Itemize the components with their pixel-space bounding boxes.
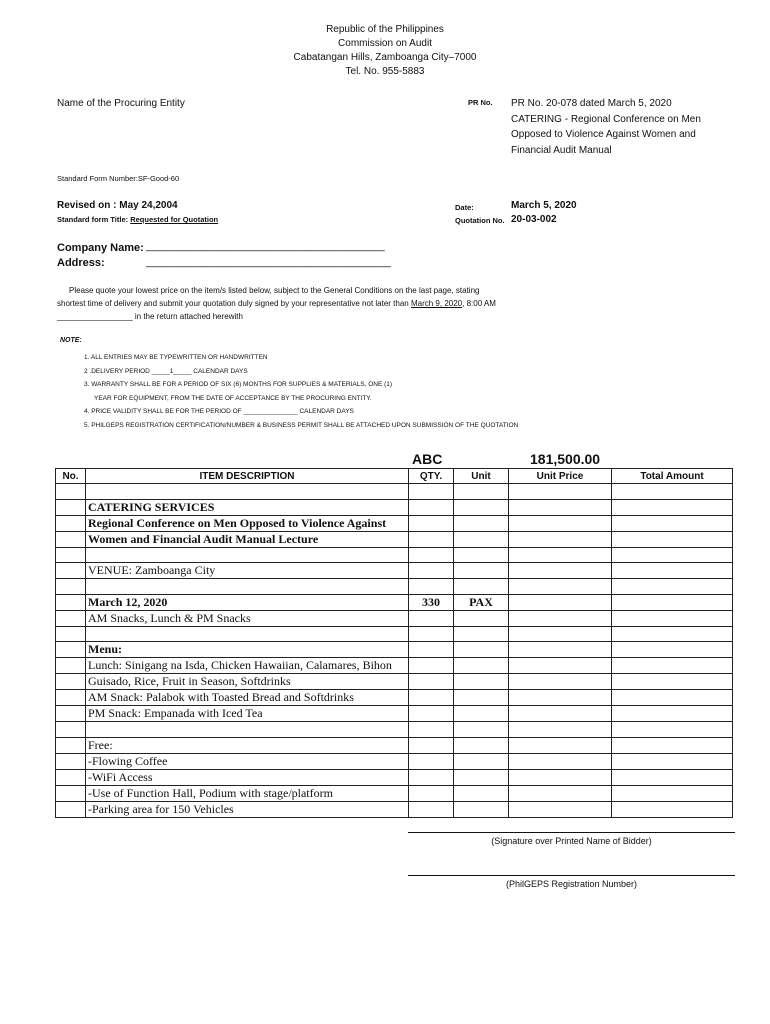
unit-cell (454, 626, 509, 642)
unit-cell (454, 484, 509, 500)
qty-cell (409, 499, 454, 515)
unit-cell (454, 674, 509, 690)
note-5: 5. PHILGEPS REGISTRATION CERTIFICATION/NUMBER & BUSINESS PERMIT SHALL BE ATTACHED UPON SUBMISSION OF THE QUOTATION (84, 421, 519, 429)
item-description-cell: Menu: (86, 642, 409, 658)
note-label: NOTE: (60, 337, 82, 344)
item-description-cell (86, 626, 409, 642)
company-name-field[interactable]: _______________________________________ (146, 240, 385, 252)
qty-cell (409, 801, 454, 817)
table-row (56, 484, 733, 500)
table-header-row (56, 469, 733, 484)
unit-cell (454, 515, 509, 531)
qty-cell (409, 753, 454, 769)
qty-cell (409, 579, 454, 595)
table-row (56, 515, 733, 531)
unit-price-cell (509, 737, 612, 753)
qty-cell (409, 785, 454, 801)
column-header-item-description: ITEM DESCRIPTION (86, 469, 409, 484)
total-amount-cell (612, 722, 733, 738)
table-row (56, 642, 733, 658)
instructions-line-3 (57, 310, 577, 323)
date-value: March 5, 2020 (511, 200, 577, 211)
item-description-cell: -Parking area for 150 Vehicles (86, 801, 409, 817)
unit-price-cell (509, 563, 612, 579)
item-description-cell: Women and Financial Audit Manual Lecture (86, 531, 409, 547)
qty-cell (409, 674, 454, 690)
total-amount-cell (612, 515, 733, 531)
table-row (56, 626, 733, 642)
unit-price-cell (509, 706, 612, 722)
instructions (57, 284, 577, 323)
total-amount-cell (612, 706, 733, 722)
unit-price-cell (509, 642, 612, 658)
unit-price-cell (509, 769, 612, 785)
total-amount-cell (612, 801, 733, 817)
item-description-cell: -WiFi Access (86, 769, 409, 785)
total-amount-cell (612, 484, 733, 500)
table-row (56, 658, 733, 674)
qty-cell (409, 547, 454, 563)
column-header-qty: QTY. (409, 469, 454, 484)
row-number-cell (56, 706, 86, 722)
row-number-cell (56, 769, 86, 785)
unit-cell (454, 722, 509, 738)
row-number-cell (56, 610, 86, 626)
total-amount-cell (612, 674, 733, 690)
pr-number-value: PR No. 20-078 dated March 5, 2020 (511, 98, 672, 109)
row-number-cell (56, 737, 86, 753)
table-row (56, 610, 733, 626)
row-number-cell (56, 499, 86, 515)
table-row (56, 563, 733, 579)
header-line-republic: Republic of the Philippines (326, 24, 444, 35)
unit-cell (454, 642, 509, 658)
table-row (56, 547, 733, 563)
quotation-number-value: 20-03-002 (511, 214, 557, 225)
unit-cell (454, 706, 509, 722)
total-amount-cell (612, 737, 733, 753)
item-description-cell (86, 579, 409, 595)
unit-cell (454, 658, 509, 674)
total-amount-cell (612, 769, 733, 785)
row-number-cell (56, 642, 86, 658)
total-amount-cell (612, 531, 733, 547)
column-header-unit: Unit (454, 469, 509, 484)
unit-price-cell (509, 753, 612, 769)
qty-cell (409, 531, 454, 547)
table-row (56, 594, 733, 610)
unit-price-cell (509, 499, 612, 515)
qty-cell (409, 642, 454, 658)
pr-description-line-2: Opposed to Violence Against Women and (511, 129, 696, 140)
total-amount-cell (612, 785, 733, 801)
unit-cell (454, 547, 509, 563)
total-amount-cell (612, 753, 733, 769)
row-number-cell (56, 626, 86, 642)
note-4-text: 4. PRICE VALIDITY SHALL BE FOR THE PERIOD OF (84, 408, 242, 415)
total-amount-cell (612, 610, 733, 626)
row-number-cell (56, 594, 86, 610)
qty-cell (409, 515, 454, 531)
form-title (57, 215, 218, 224)
table-row (56, 785, 733, 801)
total-amount-cell (612, 626, 733, 642)
instructions-text: shortest time of delivery and submit your quotation duly signed by your representative not later than (57, 299, 409, 308)
items-table (55, 468, 733, 818)
date-label: Date: (455, 203, 474, 212)
item-description-cell: Regional Conference on Men Opposed to Violence Against (86, 515, 409, 531)
column-header-unit-price: Unit Price (509, 469, 612, 484)
item-description-cell: March 12, 2020 (86, 594, 409, 610)
row-number-cell (56, 753, 86, 769)
row-number-cell (56, 563, 86, 579)
table-row (56, 690, 733, 706)
qty-cell (409, 769, 454, 785)
unit-price-cell (509, 626, 612, 642)
header-line-address: Cabatangan Hills, Zamboanga City–7000 (293, 52, 477, 63)
unit-cell (454, 785, 509, 801)
unit-price-cell (509, 690, 612, 706)
procuring-entity-label: Name of the Procuring Entity (57, 98, 185, 109)
row-number-cell (56, 801, 86, 817)
instructions-blank: _________________ (57, 312, 133, 321)
total-amount-cell (612, 579, 733, 595)
abc-value: 181,500.00 (530, 451, 601, 467)
unit-cell (454, 769, 509, 785)
table-row (56, 753, 733, 769)
note-2 (84, 365, 518, 379)
pr-details (511, 96, 701, 158)
item-description-cell: VENUE: Zamboanga City (86, 563, 409, 579)
table-row (56, 579, 733, 595)
row-number-cell (56, 674, 86, 690)
note-2-text: 2 .DELIVERY PERIOD (84, 367, 150, 375)
unit-price-cell (509, 594, 612, 610)
column-header-no: No. (56, 469, 86, 484)
item-description-cell: Lunch: Sinigang na Isda, Chicken Hawaiian, Calamares, Bihon (86, 658, 409, 674)
row-number-cell (56, 531, 86, 547)
table-row (56, 499, 733, 515)
agency-header (0, 23, 770, 79)
deadline-date: March 9, 2020 (410, 299, 463, 308)
qty-cell (409, 737, 454, 753)
unit-cell (454, 531, 509, 547)
unit-cell (454, 753, 509, 769)
unit-price-cell (509, 722, 612, 738)
note-3: 3. WARRANTY SHALL BE FOR A PERIOD OF SIX (6) MONTHS FOR SUPPLIES & MATERIALS, ONE (1) (84, 381, 393, 388)
qty-cell (409, 610, 454, 626)
unit-price-cell (509, 547, 612, 563)
table-row (56, 801, 733, 817)
item-description-cell: PM Snack: Empanada with Iced Tea (86, 706, 409, 722)
item-description-cell: AM Snack: Palabok with Toasted Bread and Softdrinks (86, 690, 409, 706)
qty-cell (409, 626, 454, 642)
item-description-cell: Free: (86, 737, 409, 753)
total-amount-cell (612, 594, 733, 610)
address-label: Address: (57, 257, 105, 269)
qty-cell (409, 722, 454, 738)
qty-cell (409, 706, 454, 722)
table-row (56, 531, 733, 547)
pr-description-line-3: Financial Audit Manual (511, 144, 612, 156)
pr-number-label: PR No. (468, 98, 493, 107)
row-number-cell (56, 579, 86, 595)
unit-price-cell (509, 515, 612, 531)
qty-cell: 330 (409, 594, 454, 610)
instructions-line-1: Please quote your lowest price on the item/s listed below, subject to the General Conditions on the last page, stating (69, 286, 480, 295)
item-description-cell: CATERING SERVICES (86, 499, 409, 515)
table-row (56, 706, 733, 722)
total-amount-cell (612, 690, 733, 706)
row-number-cell (56, 484, 86, 500)
table-row (56, 722, 733, 738)
qty-cell (409, 690, 454, 706)
row-number-cell (56, 547, 86, 563)
form-title-label: Standard form Title: (57, 215, 129, 224)
unit-price-cell (509, 531, 612, 547)
column-header-total-amount: Total Amount (612, 469, 733, 484)
total-amount-cell (612, 642, 733, 658)
unit-cell (454, 499, 509, 515)
form-title-value: Requested for Quotation (130, 215, 219, 224)
unit-price-cell (509, 658, 612, 674)
qty-cell (409, 563, 454, 579)
delivery-period-blank: _____1_____ (151, 367, 192, 375)
qty-cell (409, 658, 454, 674)
unit-cell (454, 737, 509, 753)
philgeps-line (408, 875, 735, 876)
total-amount-cell (612, 499, 733, 515)
header-line-telephone: Tel. No. 955-5883 (345, 66, 425, 77)
philgeps-label: (PhilGEPS Registration Number) (505, 879, 638, 889)
unit-cell (454, 563, 509, 579)
table-row (56, 769, 733, 785)
revised-date: Revised on : May 24,2004 (57, 200, 178, 211)
instructions-return-text: in the return attached herewith (134, 312, 243, 321)
item-description-cell: -Use of Function Hall, Podium with stage/platform (86, 785, 409, 801)
company-name-label: Company Name: (57, 242, 144, 254)
item-description-cell: -Flowing Coffee (86, 753, 409, 769)
form-number: Standard Form Number:SF-Good-60 (57, 174, 180, 183)
table-row (56, 674, 733, 690)
total-amount-cell (612, 547, 733, 563)
pr-description-line-1: CATERING - Regional Conference on Men (511, 113, 701, 125)
notes-list (84, 351, 518, 432)
note-2-unit: CALENDAR DAYS (193, 367, 248, 375)
signature-label: (Signature over Printed Name of Bidder) (491, 836, 652, 846)
unit-cell (454, 801, 509, 817)
unit-price-cell (509, 610, 612, 626)
row-number-cell (56, 658, 86, 674)
row-number-cell (56, 785, 86, 801)
items-table-body (56, 484, 733, 818)
unit-price-cell (509, 801, 612, 817)
note-4-unit: CALENDAR DAYS (299, 408, 354, 415)
item-description-cell: AM Snacks, Lunch & PM Snacks (86, 610, 409, 626)
note-4 (84, 405, 518, 419)
address-field[interactable]: ________________________________________ (146, 256, 391, 268)
qty-cell (409, 484, 454, 500)
header-line-agency: Commission on Audit (338, 38, 432, 49)
note-1: 1. ALL ENTRIES MAY BE TYPEWRITTEN OR HANDWRITTEN (84, 354, 268, 361)
unit-price-cell (509, 674, 612, 690)
signature-line (408, 832, 735, 833)
unit-price-cell (509, 579, 612, 595)
note-3-continued: YEAR FOR EQUIPMENT, FROM THE DATE OF ACCEPTANCE BY THE PROCURING ENTITY. (94, 394, 372, 402)
item-description-cell (86, 484, 409, 500)
unit-price-cell (509, 484, 612, 500)
abc-label: ABC (412, 451, 443, 467)
item-description-cell (86, 547, 409, 563)
item-description-cell (86, 722, 409, 738)
unit-price-cell (509, 785, 612, 801)
row-number-cell (56, 515, 86, 531)
quotation-number-label: Quotation No. (455, 216, 505, 225)
item-description-cell: Guisado, Rice, Fruit in Season, Softdrinks (86, 674, 409, 690)
unit-cell (454, 579, 509, 595)
row-number-cell (56, 722, 86, 738)
price-validity-blank: _______________ (243, 408, 298, 415)
total-amount-cell (612, 563, 733, 579)
row-number-cell (56, 690, 86, 706)
deadline-time: , 8:00 AM (462, 299, 496, 308)
total-amount-cell (612, 658, 733, 674)
table-row (56, 737, 733, 753)
unit-cell (454, 610, 509, 626)
unit-cell (454, 690, 509, 706)
unit-cell: PAX (454, 594, 509, 610)
instructions-line-2 (57, 297, 577, 310)
